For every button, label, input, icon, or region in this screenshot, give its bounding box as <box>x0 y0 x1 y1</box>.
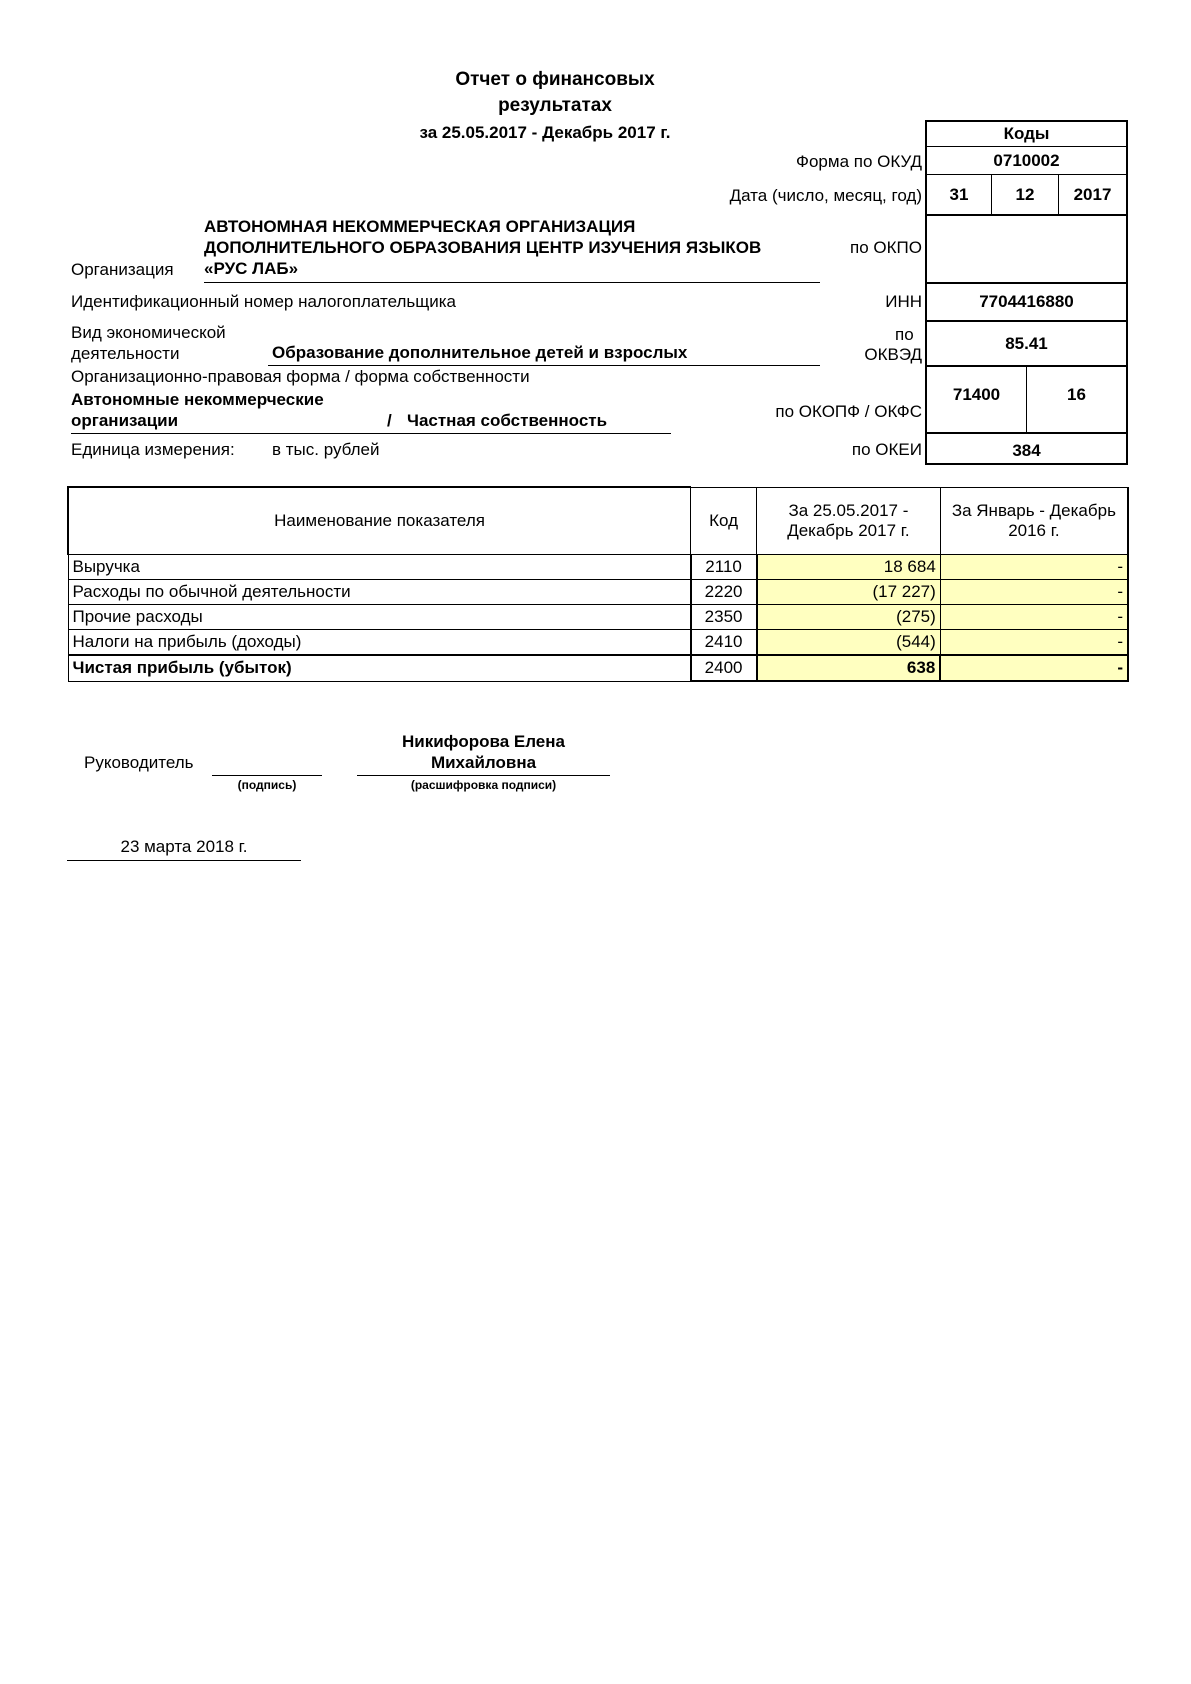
row-prev: - <box>940 555 1128 580</box>
col-current-header <box>757 487 941 555</box>
org-name-line2: ДОПОЛНИТЕЛЬНОГО ОБРАЗОВАНИЯ ЦЕНТР ИЗУЧЕНИЯ ЯЗЫКОВ <box>204 238 762 257</box>
row-prev: - <box>940 580 1128 605</box>
org-name-line3: «РУС ЛАБ» <box>204 259 299 278</box>
legal-form-line1: Автономные некоммерческие <box>71 390 324 409</box>
col-code-header: Код <box>691 487 757 555</box>
okved-label-1: по <box>895 325 914 344</box>
row-name: Расходы по обычной деятельности <box>68 580 691 605</box>
legal-form-slash: / <box>387 411 392 430</box>
activity-label-2: деятельности <box>71 344 180 363</box>
table-row <box>68 580 1128 605</box>
row-name: Выручка <box>68 555 691 580</box>
row-code: 2400 <box>691 655 757 681</box>
report-period: за 25.05.2017 - Декабрь 2017 г. <box>419 123 671 142</box>
okud-label: Форма по ОКУД <box>796 152 922 171</box>
okved-label-2: ОКВЭД <box>864 345 922 364</box>
activity-underline <box>268 365 820 366</box>
row-prev: - <box>940 605 1128 630</box>
col-prev-header-line2: 2016 г. <box>1008 520 1060 540</box>
signature-line <box>212 775 322 776</box>
row-current: 18 684 <box>757 555 941 580</box>
ownership-value: Частная собственность <box>407 411 608 430</box>
signature-caption: (подпись) <box>237 778 297 792</box>
table-header-row <box>68 487 1128 555</box>
legal-form-line2: организации <box>71 411 179 430</box>
inn-value: 7704416880 <box>925 284 1128 322</box>
row-current: 638 <box>757 655 941 681</box>
table-row <box>68 605 1128 630</box>
org-name-line1: АВТОНОМНАЯ НЕКОММЕРЧЕСКАЯ ОРГАНИЗАЦИЯ <box>204 217 636 236</box>
table-row-total <box>68 655 1128 681</box>
row-prev: - <box>940 655 1128 681</box>
col-prev-header-line1: За Январь - Декабрь <box>951 500 1116 520</box>
okpo-label: по ОКПО <box>850 238 922 257</box>
row-current: (275) <box>757 605 941 630</box>
date-day: 31 <box>925 175 992 216</box>
report-title-line1: Отчет о финансовых <box>455 69 655 90</box>
col-name-header: Наименование показателя <box>68 487 691 555</box>
activity-label-1: Вид экономической <box>71 323 226 342</box>
okopf-label: по ОКОПФ / ОКФС <box>775 402 922 421</box>
decode-caption: (расшифровка подписи) <box>410 778 557 792</box>
table-row <box>68 630 1128 656</box>
date-label: Дата (число, месяц, год) <box>729 186 922 205</box>
date-year: 2017 <box>1059 175 1128 216</box>
col-current-header-line2: Декабрь 2017 г. <box>787 520 910 540</box>
date-month: 12 <box>992 175 1059 216</box>
unit-label: Единица измерения: <box>71 440 235 459</box>
inn-long-label: Идентификационный номер налогоплательщика <box>71 292 456 311</box>
okved-value: 85.41 <box>925 322 1128 367</box>
financial-results-table <box>67 486 1129 682</box>
table-row <box>68 555 1128 580</box>
col-prev-header <box>940 487 1128 555</box>
row-name: Налоги на прибыль (доходы) <box>68 630 691 656</box>
okpo-value <box>925 216 1128 284</box>
date-underline <box>67 860 301 861</box>
unit-value: в тыс. рублей <box>272 440 380 459</box>
row-name: Чистая прибыль (убыток) <box>68 655 691 681</box>
row-current: (544) <box>757 630 941 656</box>
signer-name-line2: Михайловна <box>430 753 537 772</box>
row-code: 2350 <box>691 605 757 630</box>
report-date: 23 марта 2018 г. <box>120 837 248 856</box>
okfs-value: 16 <box>1027 367 1128 434</box>
signer-name-line1: Никифорова Елена <box>402 732 565 751</box>
okei-label: по ОКЕИ <box>851 440 922 459</box>
codes-header: Коды <box>925 120 1128 147</box>
row-name: Прочие расходы <box>68 605 691 630</box>
inn-label: ИНН <box>885 292 922 311</box>
legal-form-label: Организационно-правовая форма / форма собственности <box>71 367 530 386</box>
okud-value: 0710002 <box>925 147 1128 175</box>
row-prev: - <box>940 630 1128 656</box>
signer-name-line <box>357 775 610 776</box>
okei-value: 384 <box>925 434 1128 465</box>
report-title-line2: результатах <box>498 95 612 116</box>
col-current-header-line1: За 25.05.2017 - <box>788 500 909 520</box>
codes-box <box>925 120 1128 465</box>
okopf-value: 71400 <box>925 367 1027 434</box>
row-current: (17 227) <box>757 580 941 605</box>
row-code: 2110 <box>691 555 757 580</box>
signer-role: Руководитель <box>84 753 194 772</box>
org-underline <box>204 282 820 283</box>
row-code: 2410 <box>691 630 757 656</box>
row-code: 2220 <box>691 580 757 605</box>
activity-value: Образование дополнительное детей и взрослых <box>272 343 688 362</box>
legal-form-underline <box>71 433 671 434</box>
org-label: Организация <box>71 260 174 279</box>
